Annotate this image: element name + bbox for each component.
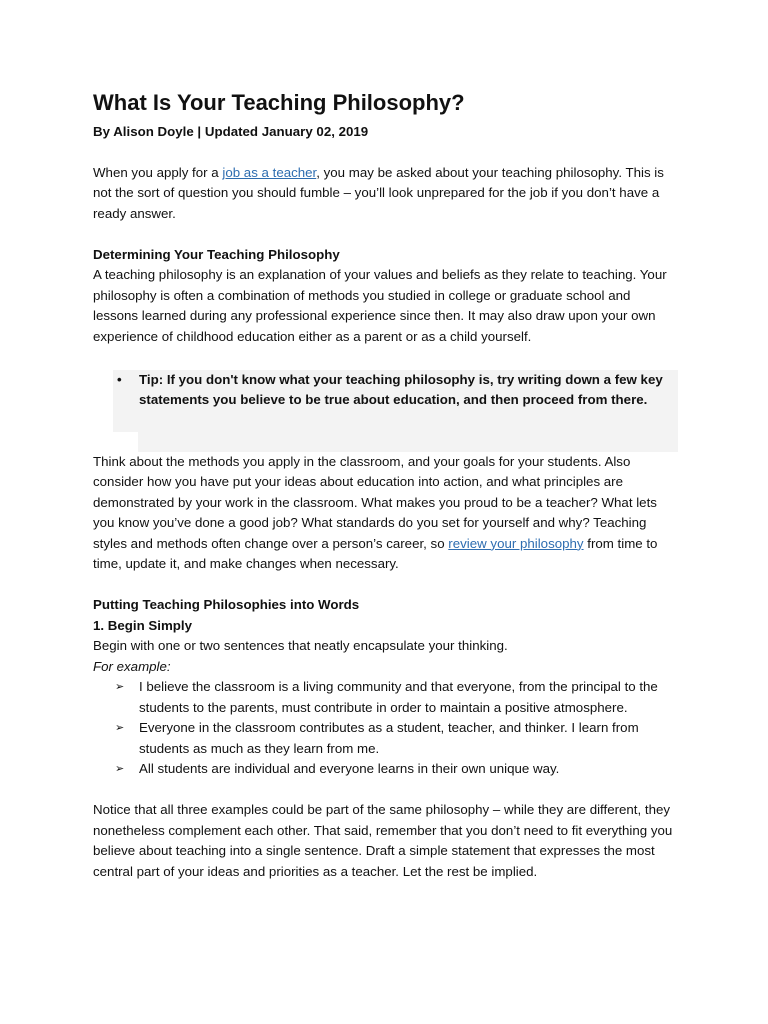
- subheading-begin-simply: 1. Begin Simply: [93, 617, 193, 633]
- arrow-bullet-icon: ➢: [115, 722, 125, 734]
- review-philosophy-link[interactable]: review your philosophy: [448, 535, 584, 551]
- arrow-bullet-icon: ➢: [115, 763, 125, 775]
- methods-paragraph: Think about the methods you apply in the classroom, and your goals for your students. Also consider how you have put your ideas about education into action, and what principles are demonstrated by your work in the classroom. What makes you proud to be a teacher? What lets you know you’ve done a good job? What standards do you set for yourself and why? Teaching styles and methods often change over a person’s career, so review your philosophy from time to time, update it, and make changes when necessary.: [93, 453, 658, 571]
- document-body: [93, 88, 678, 882]
- list-item: ➢ All students are individual and everyone learns in their own unique way.: [93, 759, 678, 780]
- section-heading-determining: Determining Your Teaching Philosophy: [93, 246, 340, 262]
- job-as-teacher-link[interactable]: job as a teacher: [222, 164, 317, 180]
- section-heading-putting: Putting Teaching Philosophies into Words: [93, 597, 360, 612]
- examples-list: [93, 677, 678, 780]
- tip-text: Tip: If you don't know what your teaching philosophy is, try writing down a few key statements you believe to be true about education, and then proceed from there.: [139, 371, 663, 407]
- tip-callout: [93, 370, 678, 452]
- example-label: For example:: [93, 658, 171, 674]
- begin-simply-paragraph: Begin with one or two sentences that neatly encapsulate your thinking.: [93, 638, 508, 653]
- byline: By Alison Doyle | Updated January 02, 2019: [93, 124, 369, 139]
- page-title: What Is Your Teaching Philosophy?: [93, 90, 465, 115]
- list-item: ➢ Everyone in the classroom contributes as a student, teacher, and thinker. I learn from students as much as they learn from me.: [115, 720, 639, 756]
- bullet-icon: •: [117, 371, 122, 387]
- determining-paragraph: A teaching philosophy is an explanation of your values and beliefs as they relate to teaching. Your philosophy is often a combination of methods you studied in college or graduate school and lessons learned during any professional experience since then. It may also draw upon your own experience of childhood education either as a parent or as a child yourself.: [93, 267, 667, 344]
- intro-paragraph: When you apply for a job as a teacher, you may be asked about your teaching philosophy. This is not the sort of question you should fumble – you’ll look unprepared for the job if you don’t have a ready answer.: [93, 164, 664, 221]
- arrow-bullet-icon: ➢: [115, 681, 125, 693]
- closing-paragraph: Notice that all three examples could be part of the same philosophy – while they are different, they nonetheless complement each other. That said, remember that you don’t need to fit everything you believe about teaching into a single sentence. Draft a simple statement that expresses the most central part of your ideas and priorities as a teacher. Let the rest be implied.: [93, 802, 673, 879]
- list-item: ➢ I believe the classroom is a living community and that everyone, from the principal to the students to the parents, must contribute in order to maintain a positive atmosphere.: [115, 679, 658, 715]
